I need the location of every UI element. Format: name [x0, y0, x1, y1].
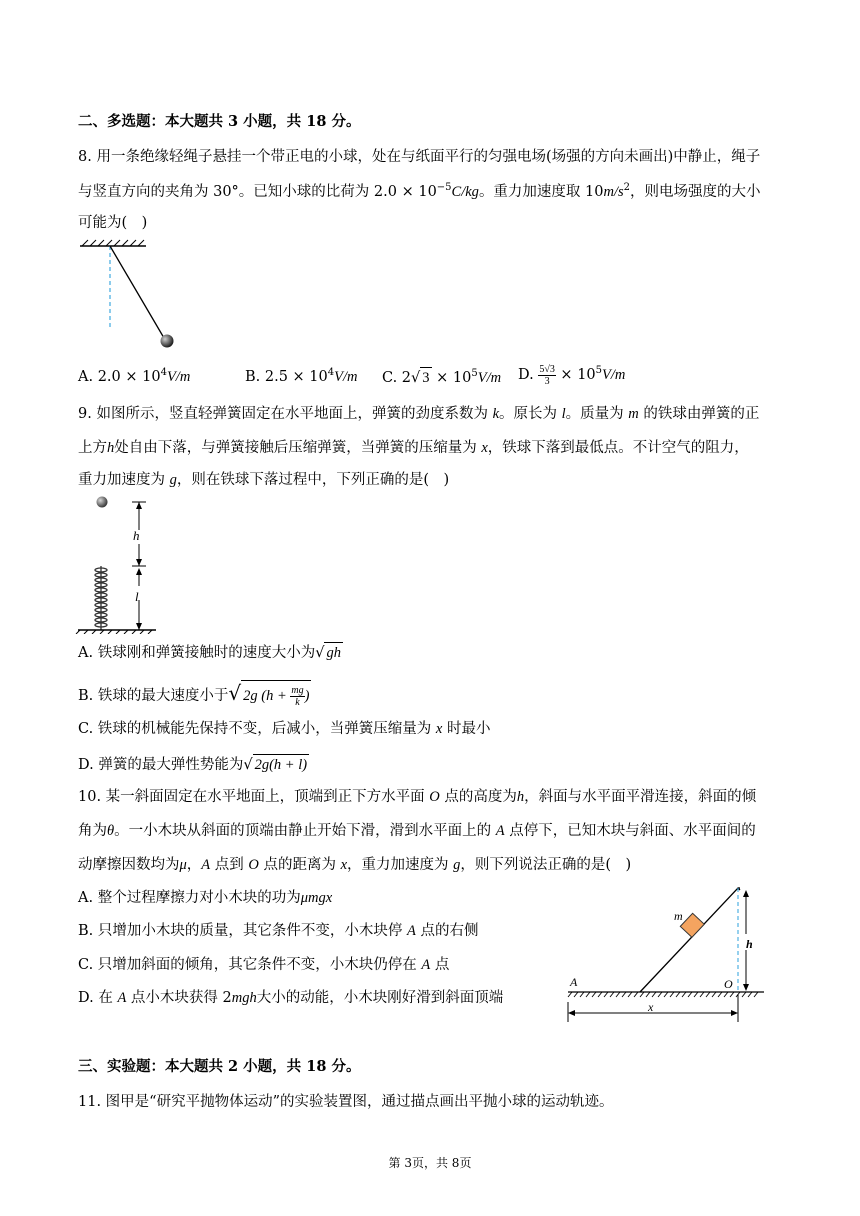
q10-option-b[interactable]: B. 只增加小木块的质量，其它条件不变，小木块停 A 点的右侧 — [78, 923, 479, 939]
q9-option-a[interactable]: A. 铁球刚和弹簧接触时的速度大小为√ gh — [78, 642, 343, 663]
q10-option-c[interactable]: C. 只增加斜面的倾角，其它条件不变，小木块仍停在 A 点 — [78, 957, 450, 973]
q10-fig-label-h: h — [746, 937, 753, 951]
q8-stem-line2: 与竖直方向的夹角为 30°。已知小球的比荷为 $2.0 \times 10^{-5}C/kg$。重力加速度取 $10m/s^2$，则电场强度的大小 — [78, 182, 761, 200]
q9-stem-line1: 9. 如图所示，竖直轻弹簧固定在水平地面上，弹簧的劲度系数为 k。原长为 l。质量为 m 的铁球由弹簧的正 — [78, 406, 760, 422]
q10-option-a[interactable]: A. 整个过程摩擦力对小木块的功为μmgx — [78, 890, 333, 906]
q8-stem-line1: 8. 用一条绝缘轻绳子悬挂一个带正电的小球，处在与纸面平行的匀强电场(场强的方向未画出)中静止，绳子 — [78, 149, 761, 165]
q9-fig-label-l: l — [135, 589, 139, 604]
q8-option-a[interactable]: A. $2.0 \times 10^4V/m$ — [78, 367, 191, 385]
q11-stem-line1: 11. 图甲是“研究平抛物体运动”的实验装置图，通过描点画出平抛小球的运动轨迹。 — [78, 1094, 614, 1110]
charged-ball — [161, 335, 174, 348]
q9-stem-line2: 上方h处自由下落，与弹簧接触后压缩弹簧，当弹簧的压缩量为 x，铁球下落到最低点。不计空气的阻力， — [78, 440, 749, 456]
iron-ball — [97, 497, 108, 508]
q10-incline-figure — [560, 880, 770, 1025]
q9-option-c[interactable]: C. 铁球的机械能先保持不变，后减小，当弹簧压缩量为 x 时最小 — [78, 721, 491, 737]
q10-fig-label-a: A — [570, 975, 578, 989]
q9-fig-label-h: h — [133, 528, 140, 543]
q8-pendulum-figure — [76, 238, 186, 350]
q10-fig-label-o: O — [724, 977, 733, 991]
q8-option-d[interactable]: D. $\frac{5√3}{3}$ × $10^5V/m$ — [518, 363, 626, 387]
string-line — [110, 246, 164, 338]
q10-option-d[interactable]: D. 在 A 点小木块获得 2mgh大小的动能，小木块刚好滑到斜面顶端 — [78, 990, 504, 1006]
section-heading-experiment: 三、实验题：本大题共 2 小题，共 18 分。 — [78, 1058, 361, 1075]
q10-stem-line2: 角为θ。一小木块从斜面的顶端由静止开始下滑，滑到水平面上的 A 点停下，已知木块与斜面、水平面间的 — [78, 823, 756, 839]
q10-fig-label-x: x — [648, 1000, 654, 1014]
q9-spring-figure — [74, 492, 164, 634]
q10-fig-label-m: m — [674, 909, 683, 923]
spring — [95, 566, 107, 630]
section-heading-multiple-choice: 二、多选题：本大题共 3 小题，共 18 分。 — [78, 113, 361, 130]
q9-option-b[interactable]: B. 铁球的最大速度小于√ 2g (h + $\frac{mg}{k}$ ) — [78, 681, 310, 709]
q8-option-b[interactable]: B. $2.5 \times 10^4V/m$ — [245, 367, 358, 385]
q9-stem-line3: 重力加速度为 g，则在铁球下落过程中，下列正确的是( ) — [78, 472, 450, 488]
q8-option-c[interactable]: C. 2√ $3 \times 10^5V/m$ — [382, 368, 502, 386]
q10-stem-line3: 动摩擦因数均为μ，A 点到 O 点的距离为 x，重力加速度为 g，则下列说法正确的是( ) — [78, 857, 632, 873]
page-footer: 第 3页，共 8页 — [388, 1156, 472, 1170]
q10-stem-line1: 10. 某一斜面固定在水平地面上，顶端到正下方水平面 O 点的高度为h，斜面与水平面平滑连接，斜面的倾 — [78, 789, 757, 805]
wood-block — [680, 913, 704, 937]
q9-option-d[interactable]: D. 弹簧的最大弹性势能为√ 2g(h + l) — [78, 754, 309, 775]
q8-stem-line3: 可能为( ) — [78, 215, 148, 231]
